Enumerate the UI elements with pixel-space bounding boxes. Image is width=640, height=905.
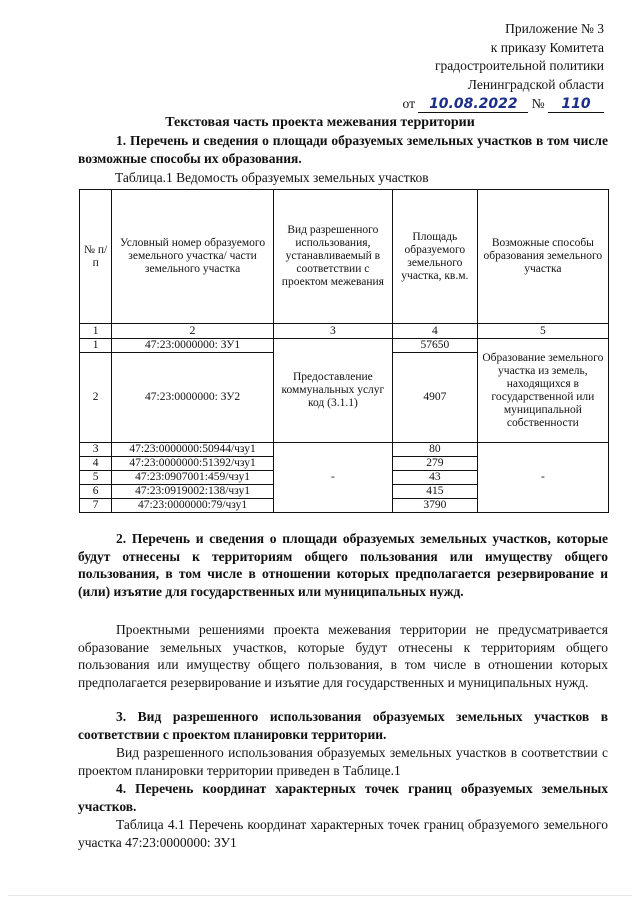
row-number: 2 xyxy=(80,353,112,443)
from-prefix: от xyxy=(402,96,415,111)
page-bottom-divider xyxy=(8,895,632,896)
row-area: 3790 xyxy=(392,499,477,513)
appendix-line-1: Приложение № 3 xyxy=(505,21,604,36)
section-4-heading: 4. Перечень координат характерных точек границ образуемых земельных участков. xyxy=(78,781,608,814)
row-permitted-use: Предоставление коммунальных услуг код (3.1.1) xyxy=(273,339,392,443)
header-permitted-use: Вид разрешенного использования, устанавливаемый в соответствии с проектом межевания xyxy=(273,190,392,324)
table-row xyxy=(80,339,609,353)
handwritten-number: 110 xyxy=(561,96,591,112)
row-area: 415 xyxy=(392,485,477,499)
section-3-heading: 3. Вид разрешенного использования образуемых земельных участков в соответствии с проектом планировки территории. xyxy=(78,709,608,742)
header-number: № п/п xyxy=(80,190,112,324)
land-plots-table xyxy=(79,189,609,513)
column-number: 2 xyxy=(112,324,274,339)
order-date-field xyxy=(418,96,528,113)
row-plot-id: 47:23:0000000: ЗУ2 xyxy=(112,353,274,443)
appendix-line-3: градостроительной политики xyxy=(434,58,604,73)
row-area: 43 xyxy=(392,471,477,485)
section-2-heading: 2. Перечень и сведения о площади образуемых земельных участков, которые будут отнесены к территориям общего пользования или имуществу общего пользования, в том числе в отношении которых предполагается резервирование и (или) изъятие для государственных или муниципальных нужд. xyxy=(78,531,608,599)
row-area: 80 xyxy=(392,443,477,457)
column-number: 3 xyxy=(273,324,392,339)
row-area: 279 xyxy=(392,457,477,471)
table-row xyxy=(80,443,609,457)
section-4-text: Таблица 4.1 Перечень координат характерных точек границ образуемого земельного участка 47:23:0000000: ЗУ1 xyxy=(78,817,608,850)
order-number-field xyxy=(548,96,604,113)
section-3-text: Вид разрешенного использования образуемых земельных участков в соответствии с проектом планировки территории приведен в Таблице.1 xyxy=(78,745,608,778)
document-title: Текстовая часть проекта межевания территории xyxy=(165,115,475,130)
section-2-text: Проектными решениями проекта межевания территории не предусматривается образование земельных участков, которые будут отнесены к территориям общего пользования или имуществу общего пользования, в том числе в отношении которых предполагается резервирование и изъятие для государственных и муниципальных нужд. xyxy=(78,622,608,690)
row-permitted-use: - xyxy=(273,443,392,513)
number-prefix: № xyxy=(531,96,545,111)
row-number: 5 xyxy=(80,471,112,485)
order-date-number-line xyxy=(403,95,605,114)
handwritten-date: 10.08.2022 xyxy=(429,96,518,112)
row-area: 4907 xyxy=(392,353,477,443)
header-formation-method: Возможные способы образования земельного участка xyxy=(477,190,608,324)
row-area: 57650 xyxy=(392,339,477,353)
table-column-numbers-row xyxy=(80,324,609,339)
row-formation-method: Образование земельного участка из земель, находящихся в государственной или муниципальной собственности xyxy=(477,339,608,443)
row-plot-id: 47:23:0000000:50944/чзу1 xyxy=(112,443,274,457)
table-header-row xyxy=(80,190,609,324)
row-plot-id: 47:23:0000000:51392/чзу1 xyxy=(112,457,274,471)
appendix-line-2: к приказу Комитета xyxy=(490,39,604,55)
section-1-heading: 1. Перечень и сведения о площади образуемых земельных участков в том числе возможные способы их образования. xyxy=(78,133,608,166)
row-formation-method: - xyxy=(477,443,608,513)
row-number: 3 xyxy=(80,443,112,457)
appendix-line-4: Ленинградской области xyxy=(467,76,604,92)
row-number: 4 xyxy=(80,457,112,471)
table-1-caption: Таблица.1 Ведомость образуемых земельных участков xyxy=(115,170,429,185)
row-number: 6 xyxy=(80,485,112,499)
column-number: 5 xyxy=(477,324,608,339)
row-plot-id: 47:23:0000000:79/чзу1 xyxy=(112,499,274,513)
appendix-header xyxy=(403,20,605,114)
row-plot-id: 47:23:0000000: ЗУ1 xyxy=(112,339,274,353)
header-area: Площадь образуемого земельного участка, кв.м. xyxy=(392,190,477,324)
header-plot-id: Условный номер образуемого земельного участка/ части земельного участка xyxy=(112,190,274,324)
row-plot-id: 47:23:0907001:459/чзу1 xyxy=(112,471,274,485)
column-number: 4 xyxy=(392,324,477,339)
column-number: 1 xyxy=(80,324,112,339)
row-number: 1 xyxy=(80,339,112,353)
row-number: 7 xyxy=(80,499,112,513)
row-plot-id: 47:23:0919002:138/чзу1 xyxy=(112,485,274,499)
